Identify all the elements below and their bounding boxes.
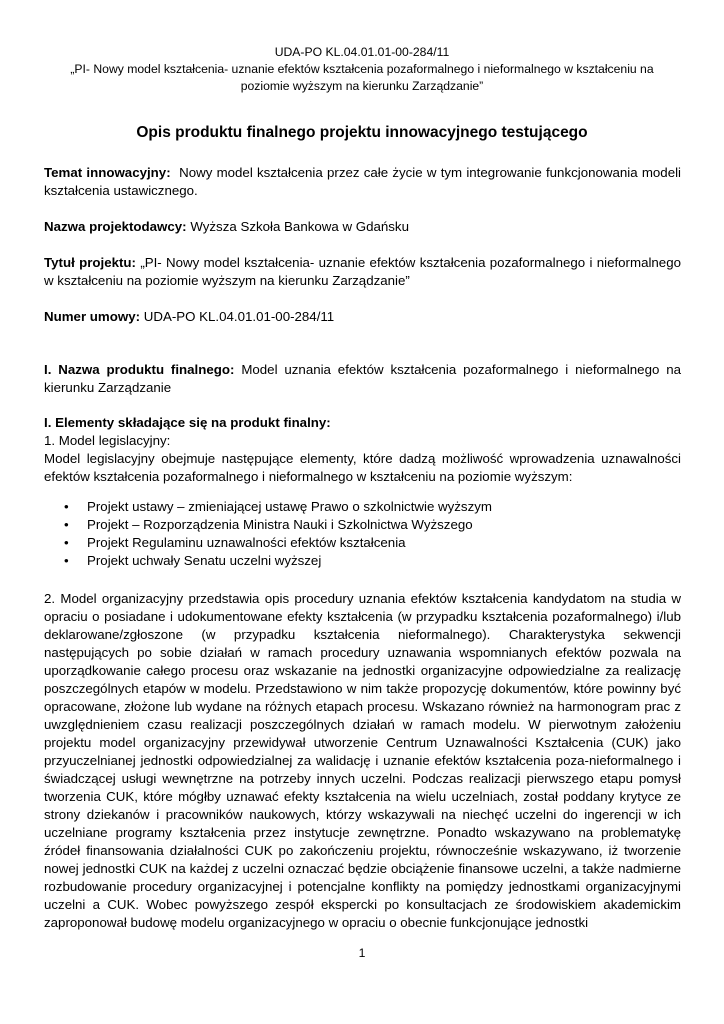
umowa-label: Numer umowy:	[44, 309, 141, 324]
model-legislacyjny-heading: 1. Model legislacyjny:	[44, 433, 171, 448]
elementy-heading: I. Elementy składające się na produkt finalny:	[44, 415, 331, 430]
bullet-list-container	[44, 498, 681, 570]
list-item-text: Projekt uchwały Senatu uczelni wyższej	[87, 553, 322, 568]
list-item	[44, 552, 681, 570]
bullet-icon: •	[64, 535, 69, 550]
projektodawca-label: Nazwa projektodawcy:	[44, 219, 187, 234]
temat-paragraph	[44, 164, 681, 200]
projektodawca-value: Wyższa Szkoła Bankowa w Gdańsku	[190, 219, 409, 234]
model-legislacyjny-intro: Model legislacyjny obejmuje następujące elementy, które dadzą możliwość wprowadzenia uznawalności efektów kształcenia pozaformalnego i nieformalnego w kształceniu na poziomie wyższym:	[44, 451, 681, 484]
list-item	[44, 534, 681, 552]
bullet-icon: •	[64, 517, 69, 532]
document-header	[40, 44, 684, 95]
produkt-label: I. Nazwa produktu finalnego:	[44, 362, 235, 377]
tytul-value: „PI- Nowy model kształcenia- uznanie efektów kształcenia pozaformalnego i nieformalnego w kształceniu na poziomie wyższym na kierunku Zarządzanie”	[44, 255, 681, 288]
tytul-label: Tytuł projektu:	[44, 255, 136, 270]
header-project-title-line2: poziomie wyższym na kierunku Zarządzanie”	[240, 79, 484, 93]
bullet-icon: •	[64, 499, 69, 514]
page-number: 1	[358, 946, 366, 960]
list-item-text: Projekt ustawy – zmieniającej ustawę Prawo o szkolnictwie wyższym	[87, 499, 492, 514]
header-contract-number: UDA-PO KL.04.01.01-00-284/11	[274, 45, 450, 59]
bullet-icon: •	[64, 553, 69, 568]
document-title: Opis produktu finalnego projektu innowacyjnego testującego	[136, 124, 588, 141]
umowa-value: UDA-PO KL.04.01.01-00-284/11	[143, 309, 335, 324]
bullet-list	[44, 498, 681, 570]
produkt-value: Model uznania efektów kształcenia pozaformalnego i nieformalnego na kierunku Zarządzanie	[44, 362, 682, 395]
tytul-paragraph	[44, 254, 681, 290]
list-item-text: Projekt Regulaminu uznawalności efektów kształcenia	[87, 535, 406, 550]
header-project-title-line1: „PI- Nowy model kształcenia- uznanie efektów kształcenia pozaformalnego i nieformalnego w kształceniu na	[70, 62, 654, 76]
temat-value: Nowy model kształcenia przez całe życie w tym integrowanie funkcjonowania modeli kształcenia ustawicznego.	[44, 165, 682, 198]
projektodawca-paragraph	[44, 218, 681, 236]
list-item-text: Projekt – Rozporządzenia Ministra Nauki i Szkolnictwa Wyższego	[87, 517, 473, 532]
elementy-section	[44, 414, 681, 486]
list-item	[44, 516, 681, 534]
temat-label: Temat innowacyjny:	[44, 165, 171, 180]
produkt-paragraph	[44, 361, 681, 397]
umowa-paragraph	[44, 308, 681, 326]
model-organizacyjny-paragraph: 2. Model organizacyjny przedstawia opis procedury uznania efektów kształcenia kandydatom na studia w opraciu o posiadane i udokumentowane efekty kształcenia (w przypadku kształcenia pozaformalnego) i/lub deklarowane/zgłoszone (w przypadku kształcenia nieformalnego). Charakterystyka sekwencji następujących po sobie działań w ramach procedury uznawania wspomnianych efektów pozwala na uporządkowanie całego procesu oraz wskazanie na jednostki organizacyjne odpowiedzialne za realizację poszczególnych etapów w modelu. Przedstawiono w nim także propozycję dokumentów, które powinny być opracowane, złożone lub wydane na różnych etapach procesu. Wskazano również na harmonogram prac z uwzględnieniem czasu realizacji poszczególnych działań w ramach modelu. W pierwotnym założeniu projektu model organizacyjny przewidywał utworzenie Centrum Uznawalności Kształcenia (CUK) jako przyuczelnianej jednostki odpowiedzialnej za walidację i uznanie efektów kształcenia poza-nieformalnego i świadczącej usługi wewnętrzne na potrzeby innych uczelni. Podczas realizacji pierwszego etapu pomysł tworzenia CUK, które mógłby uznawać efekty kształcenia na wielu uczelniach, został poddany krytyce ze strony dziekanów i pracowników naukowych, którzy wskazywali na niechęć uczelni do ingerencji w ich uczelniane programy kształcenia przez instytucje zewnętrzne. Ponadto wskazywano na problematykę źródeł finansowania działalności CUK po zakończeniu projektu, równocześnie wskazywano, iż tworzenie nowej jednostki CUK na każdej z uczelni oznaczać będzie obciążenie finansowe uczelni, a także nadmierne rozbudowanie procedury organizacyjnej i potencjalne konflikty na pomiędzy jednostkami organizacyjnymi uczelni a CUK. Wobec powyższego zespół ekspercki po konsultacjach ze środowiskiem akademickim zaproponował budowę modelu organizacyjnego w opraciu o obecnie funkcjonujące jednostki	[44, 591, 681, 930]
list-item	[44, 498, 681, 516]
